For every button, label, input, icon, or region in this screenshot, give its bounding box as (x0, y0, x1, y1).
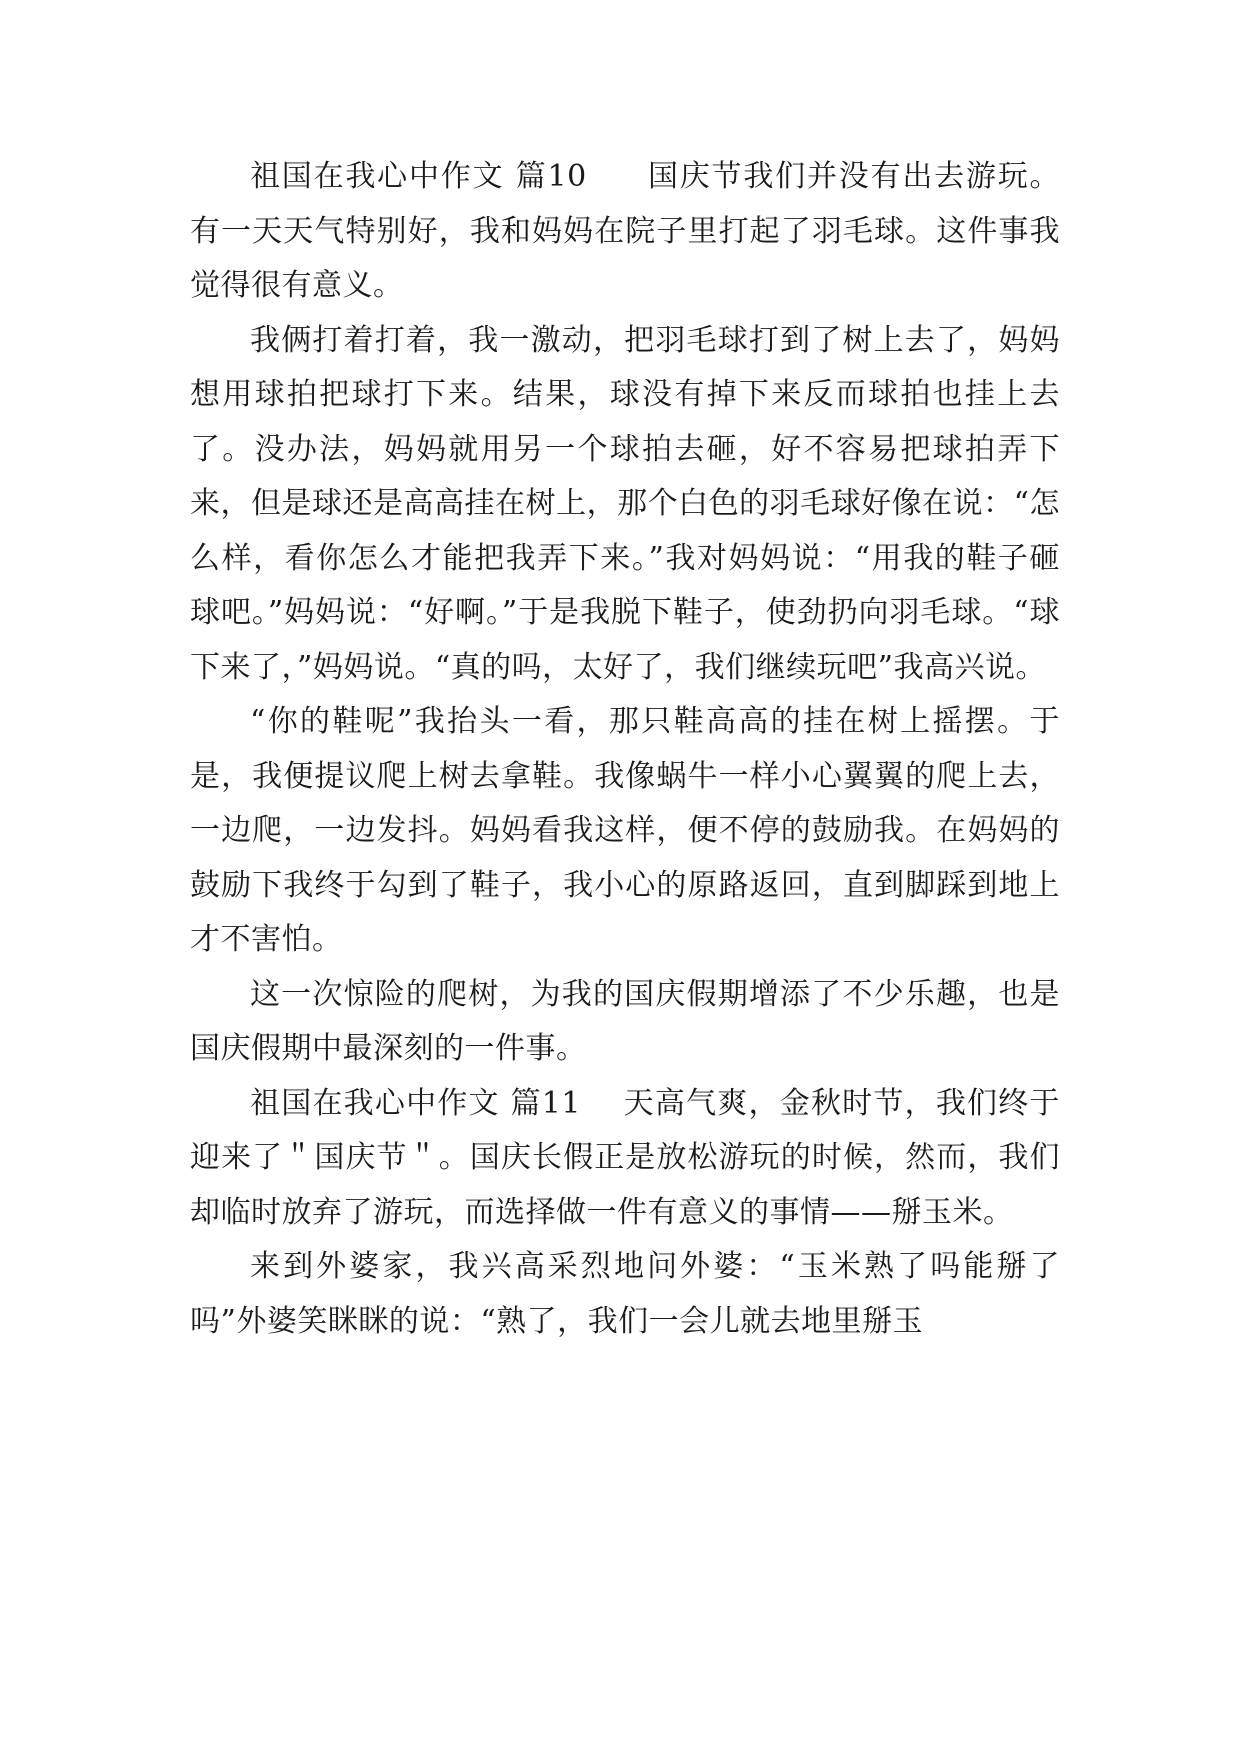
essay11-paragraph-2: 来到外婆家，我兴高采烈地问外婆：“玉米熟了吗能掰了吗”外婆笑眯眯的说：“熟了，我们一会儿就去地里掰玉 (190, 1249, 1060, 1339)
essay10-paragraph-1: 国庆节我们并没有出去游玩。有一天天气特别好，我和妈妈在院子里打起了羽毛球。这件事我觉得很有意义。 (190, 159, 1061, 303)
essay10-paragraph-4: 这一次惊险的爬树，为我的国庆假期增添了不少乐趣，也是国庆假期中最深刻的一件事。 (190, 976, 1060, 1066)
essay11-first-paragraph (190, 1077, 1060, 1241)
essay10-paragraph-3: “你的鞋呢”我抬头一看，那只鞋高高的挂在树上摇摆。于是，我便提议爬上树去拿鞋。我像蜗牛一样小心翼翼的爬上去，一边爬，一边发抖。妈妈看我这样，便不停的鼓励我。在妈妈的鼓励下我终于勾到了鞋子，我小心的原路返回，直到脚踩到地上才不害怕。 (190, 704, 1060, 957)
essay11-paragraph-1: 天高气爽，金秋时节，我们终于迎来了＂国庆节＂。国庆长假正是放松游玩的时候，然而，我们却临时放弃了游玩，而选择做一件有意义的事情——掰玉米。 (190, 1085, 1061, 1230)
essay10-paragraph-2: 我俩打着打着，我一激动，把羽毛球打到了树上去了，妈妈想用球拍把球打下来。结果，球没有掉下来反而球拍也挂上去了。没办法，妈妈就用另一个球拍去砸，好不容易把球拍弄下来，但是球还是高高挂在树上，那个白色的羽毛球好像在说：“怎么样，看你怎么才能把我弄下来。”我对妈妈说：“用我的鞋子砸球吧。”妈妈说：“好啊。”于是我脱下鞋子，使劲扔向羽毛球。“球下来了，”妈妈说。“真的吗，太好了，我们继续玩吧”我高兴说。 (190, 322, 1060, 685)
document-page (190, 150, 1060, 1349)
essay11-heading: 祖国在我心中作文 篇11 (250, 1085, 581, 1121)
essay10-heading: 祖国在我心中作文 篇10 (250, 159, 587, 194)
essay10-first-paragraph (190, 150, 1060, 314)
